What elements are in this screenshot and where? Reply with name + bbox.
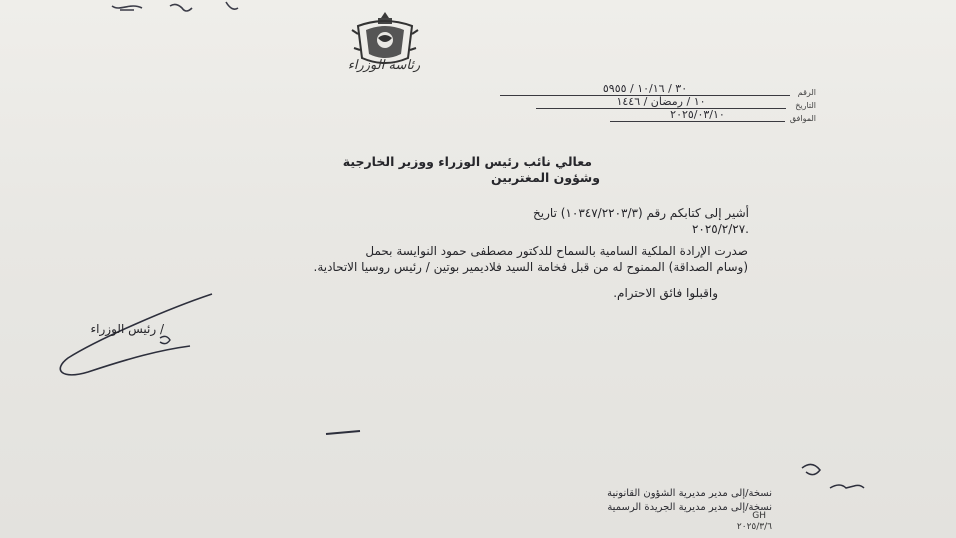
date-label: التاريخ (795, 101, 816, 110)
corresponding-label: الموافق (789, 114, 816, 123)
copy-to-official-gazette: نسخة/إلى مدير مديرية الجريدة الرسمية (607, 502, 772, 513)
gregorian-date: ٢٠٢٥/٠٣/١٠ (610, 108, 785, 122)
handwritten-notes-top (50, 0, 250, 28)
decree-line-2: (وسام الصداقة) الممنوح له من قبل فخامة السيد فلاديمير بوتين / رئيس روسيا الاتحادية. (313, 260, 748, 274)
addressee-line-2: وشؤون المغتربين (490, 170, 600, 185)
copy-to-legal-affairs: نسخة/إلى مدير مديرية الشؤون القانونية (607, 488, 772, 499)
decree-line-1: صدرت الإرادة الملكية السامية بالسماح للدكتور مصطفى حمود النوايسة بحمل (365, 244, 748, 258)
copy-date: ٢٠٢٥/٣/٦ (736, 522, 772, 532)
handwritten-initials (790, 458, 870, 498)
seal-text: رئاسة الوزراء (347, 58, 421, 73)
signature-title: / رئيس الوزراء (90, 322, 164, 336)
pen-mark (324, 428, 364, 438)
reference-line-1: أشير إلى كتابكم رقم (١٠٣٤٧/٢٢٠٣/٣) تاريخ (533, 206, 749, 220)
number-label: الرقم (797, 88, 816, 97)
typist-initials: GH (752, 511, 766, 521)
letter-number: ٣٠ / ١٠/١٦ / ٥٩٥٥ (500, 82, 790, 96)
addressee-line-1: معالي نائب رئيس الوزراء ووزير الخارجية (342, 154, 592, 169)
hijri-date: ١٠ / رمضان / ١٤٤٦ (536, 95, 786, 109)
closing-line: واقبلوا فائق الاحترام. (613, 286, 718, 300)
reference-line-2: ٢٠٢٥/٢/٢٧. (691, 222, 749, 236)
